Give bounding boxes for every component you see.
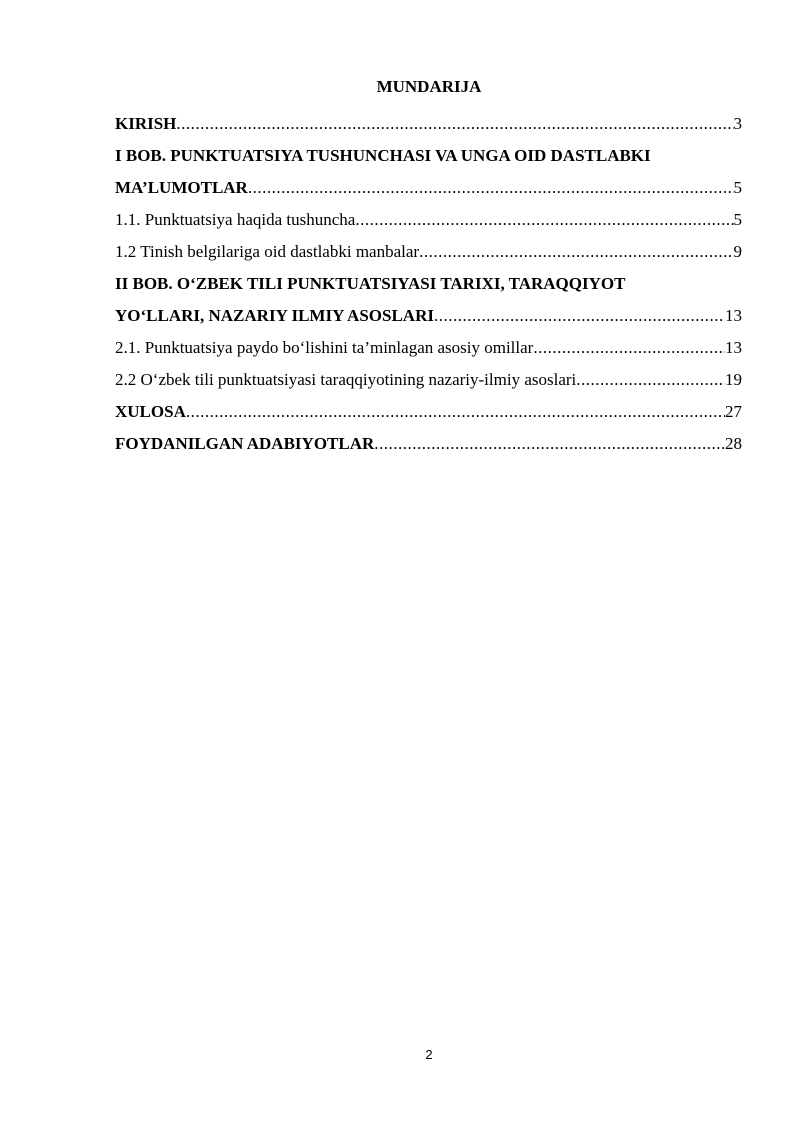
toc-entry-kirish	[115, 108, 742, 140]
toc-entry-text: MA’LUMOTLAR	[115, 178, 248, 197]
toc-title: MUNDARIJA	[376, 77, 482, 96]
toc-entry-xulosa	[115, 396, 742, 428]
toc-entry-section-1-1	[115, 204, 742, 236]
toc-dot-leader	[186, 396, 725, 428]
toc-entry-text: 2.1. Punktuatsiya paydo bo‘lishini ta’minlagan asosiy omillar	[115, 338, 534, 357]
toc-dot-leader	[176, 108, 733, 140]
toc-dot-leader	[374, 428, 725, 460]
toc-entry-text: 2.2 O‘zbek tili punktuatsiyasi taraqqiyotining nazariy-ilmiy asoslari	[115, 370, 577, 389]
toc-dot-leader	[419, 236, 733, 268]
toc-entry-chapter-1-heading-cont	[115, 172, 742, 204]
toc-entry-page: 28	[725, 434, 742, 453]
toc-dot-leader	[355, 204, 733, 236]
toc-entry-text: 1.2 Tinish belgilariga oid dastlabki manbalar	[115, 242, 420, 261]
toc-dot-leader	[434, 300, 725, 332]
toc-entry-page: 19	[725, 370, 742, 389]
toc-entry-chapter-1-heading	[115, 140, 742, 172]
toc-entry-text: FOYDANILGAN ADABIYOTLAR	[115, 434, 375, 453]
toc-entry-section-2-2	[115, 364, 742, 396]
toc-dot-leader	[533, 332, 725, 364]
toc-entry-page: 9	[733, 242, 742, 261]
toc-dot-leader	[248, 172, 734, 204]
toc-entry-chapter-2-heading	[115, 268, 742, 300]
toc-entry-text: I BOB. PUNKTUATSIYA TUSHUNCHASI VA UNGA OID DASTLABKI	[115, 146, 651, 165]
toc-entry-text: 1.1. Punktuatsiya haqida tushuncha	[115, 210, 356, 229]
toc-entry-page: 3	[733, 114, 742, 133]
toc-dot-leader	[576, 364, 725, 396]
table-of-contents	[115, 108, 742, 460]
toc-entry-text: YO‘LLARI, NAZARIY ILMIY ASOSLARI	[115, 306, 434, 325]
toc-entry-chapter-2-heading-cont	[115, 300, 742, 332]
toc-entry-text: KIRISH	[115, 114, 177, 133]
toc-entry-page: 13	[725, 306, 742, 325]
toc-entry-text: II BOB. O‘ZBEK TILI PUNKTUATSIYASI TARIXI, TARAQQIYOT	[115, 274, 626, 293]
toc-entry-page: 13	[725, 338, 742, 357]
toc-entry-section-2-1	[115, 332, 742, 364]
toc-entry-page: 5	[733, 210, 742, 229]
toc-entry-text: XULOSA	[115, 402, 186, 421]
toc-entry-page: 5	[733, 178, 742, 197]
toc-entry-bibliography	[115, 428, 742, 460]
toc-entry-page: 27	[725, 402, 742, 421]
page-number: 2	[425, 1047, 433, 1062]
toc-entry-section-1-2	[115, 236, 742, 268]
